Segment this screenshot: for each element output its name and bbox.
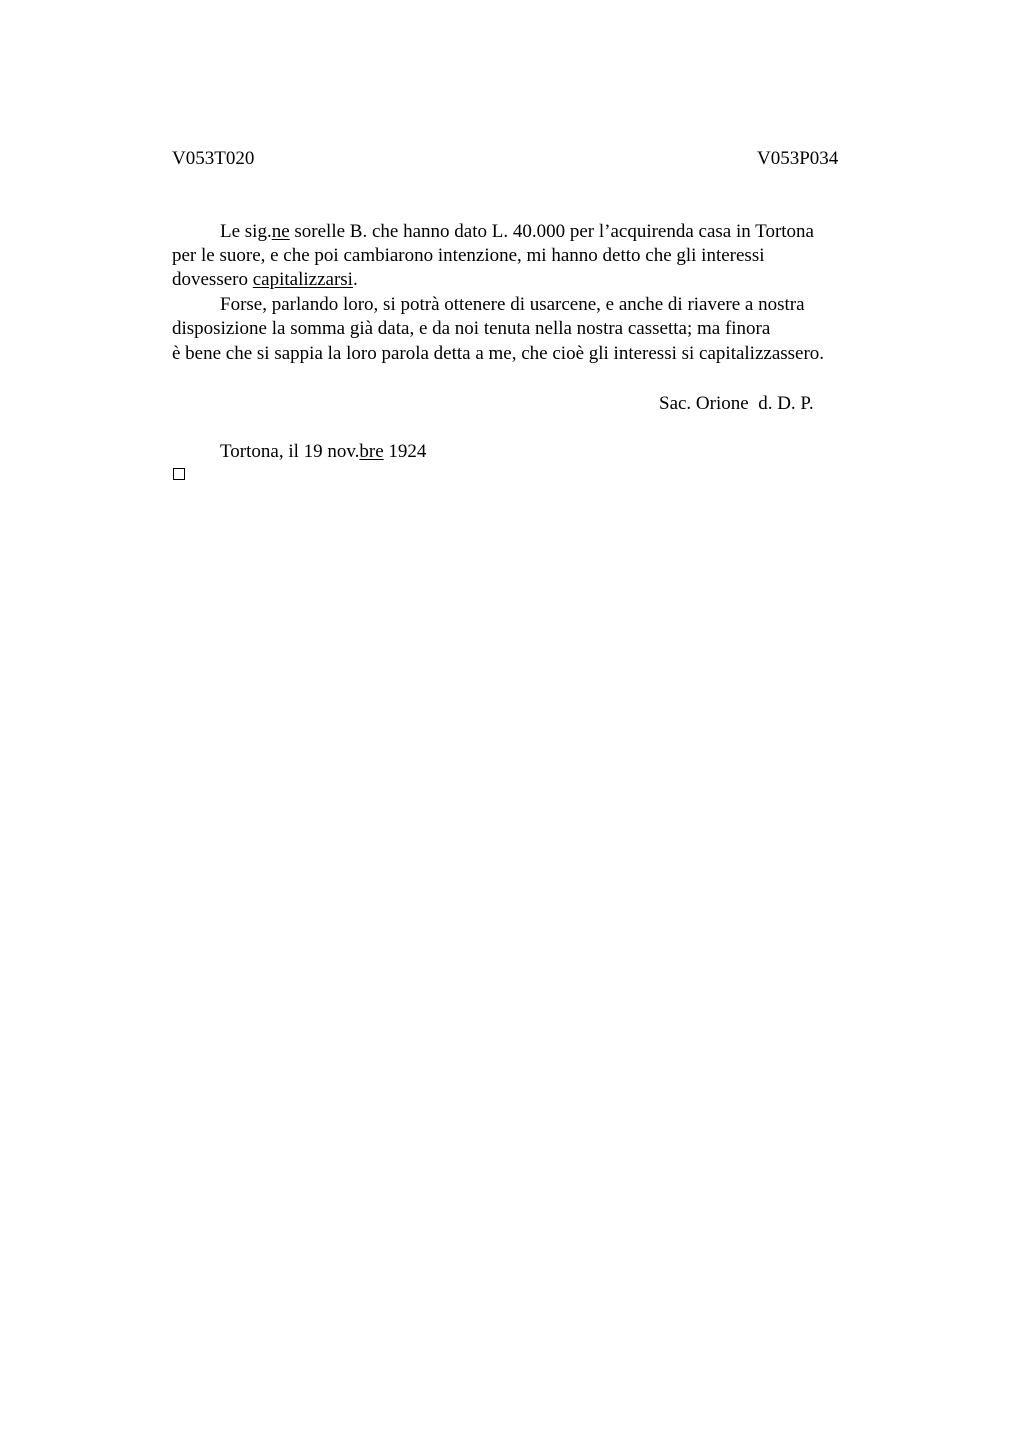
empty-square-icon <box>173 468 185 480</box>
body-line-1-underlined: ne <box>271 221 290 242</box>
body-line-3 <box>172 268 358 292</box>
body-line-2: per le suore, e che poi cambiarono intenzione, mi hanno detto che gli interessi <box>172 245 765 266</box>
body-line-3-text-b: . <box>352 269 358 290</box>
body-line-3-text-a: dovessero <box>172 269 253 290</box>
body-line-4: Forse, parlando loro, si potrà ottenere di usarcene, e anche di riavere a nostra <box>220 294 805 315</box>
dateline-text-b: 1924 <box>383 441 427 462</box>
dateline-text-a: Tortona, il 19 nov. <box>220 441 360 462</box>
body-line-1 <box>220 220 814 244</box>
signature: Sac. Orione d. D. P. <box>659 393 814 414</box>
body-line-5: disposizione la somma già data, e da noi tenuta nella nostra cassetta; ma finora <box>172 318 771 339</box>
dateline-underlined: bre <box>359 441 384 462</box>
document-code-left: V053T020 <box>172 148 255 169</box>
body-line-3-underlined: capitalizzarsi <box>252 269 353 290</box>
document-code-right: V053P034 <box>757 148 839 169</box>
body-line-1-text-a: Le sig. <box>220 221 272 242</box>
body-line-1-text-b: sorelle B. che hanno dato L. 40.000 per l’acquirenda casa in Tortona <box>289 221 814 242</box>
body-line-6: è bene che si sappia la loro parola detta a me, che cioè gli interessi si capitalizzassero. <box>172 343 825 364</box>
dateline <box>220 440 426 464</box>
